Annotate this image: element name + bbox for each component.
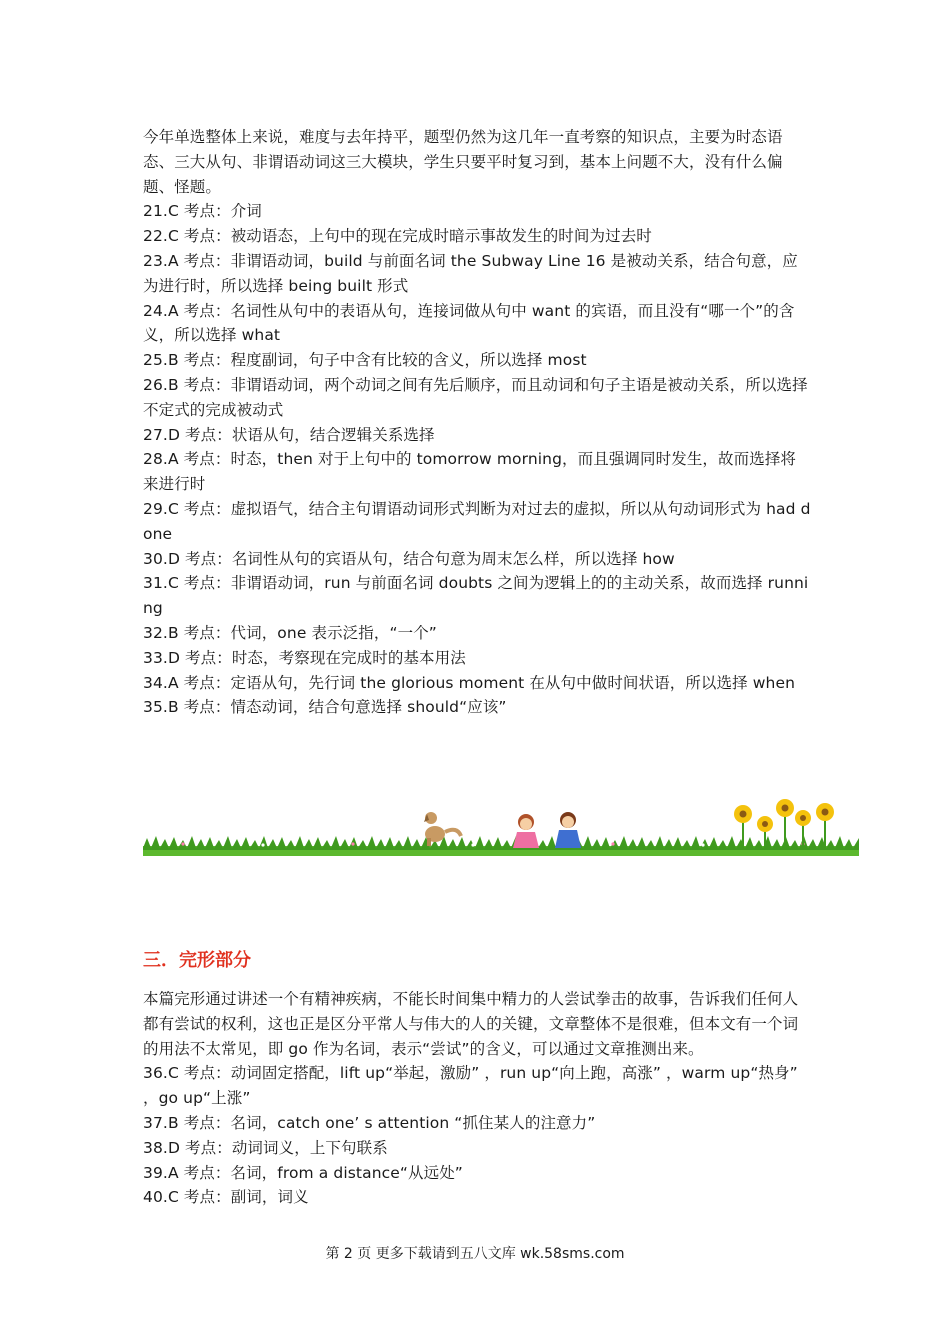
answer-analysis-single-choice: [143, 125, 811, 720]
cloze-intro-paragraph: 本篇完形通过讲述一个有精神疾病，不能长时间集中精力的人尝试拳击的故事，告诉我们任何人都有尝试的权利，这也正是区分平常人与伟大的人的关键，文章整体不是很难，但本文有一个词的用法不太常见，即 go 作为名词，表示“尝试”的含义，可以通过文章推测出来。: [143, 990, 799, 1058]
answer-item-22: 22.C 考点：被动语态，上句中的现在完成时暗示事故发生的时间为过去时: [143, 227, 652, 246]
answer-item-31: 31.C 考点：非谓语动词，run 与前面名词 doubts 之间为逻辑上的的主动关系，故而选择 running: [143, 574, 809, 618]
grass-blades: [143, 836, 859, 850]
answer-item-30: 30.D 考点：名词性从句的宾语从句，结合句意为周末怎么样，所以选择 how: [143, 549, 675, 568]
answer-item-28: 28.A 考点：时态，then 对于上句中的 tomorrow morning，而且强调同时发生，故而选择将来进行时: [143, 450, 797, 494]
girl-illustration: [513, 814, 539, 848]
intro-paragraph: 今年单选整体上来说，难度与去年持平，题型仍然为这几年一直考察的知识点，主要为时态语态、三大从句、非谓语动词这三大模块，学生只要平时复习到，基本上问题不大，没有什么偏题、怪题。: [143, 128, 783, 196]
answer-item-27: 27.D 考点：状语从句，结合逻辑关系选择: [143, 425, 435, 444]
answer-item-25: 25.B 考点：程度副词，句子中含有比较的含义，所以选择 most: [143, 351, 587, 370]
answer-item-33: 33.D 考点：时态，考察现在完成时的基本用法: [143, 648, 466, 667]
answer-item-34: 34.A 考点：定语从句，先行词 the glorious moment 在从句中做时间状语，所以选择 when: [143, 673, 796, 692]
answer-item-23: 23.A 考点：非谓语动词，build 与前面名词 the Subway Line 16 是被动关系，结合句意，应为进行时，所以选择 being built 形式: [143, 251, 798, 295]
section-title-cloze: 三．完形部分: [143, 950, 251, 971]
answer-item-36: 36.C 考点：动词固定搭配，lift up“举起，激励” ，run up“向上跑，高涨” ，warm up“热身” ，go up“上涨”: [143, 1064, 798, 1108]
answer-item-29: 29.C 考点：虚拟语气，结合主句谓语动词形式判断为对过去的虚拟，所以从句动词形式为 had done: [143, 499, 811, 543]
boy-illustration: [555, 812, 581, 848]
answer-item-35: 35.B 考点：情态动词，结合句意选择 should“应该”: [143, 698, 507, 717]
page-footer: 第 2 页 更多下载请到五八文库 wk.58sms.com: [325, 1246, 625, 1262]
answer-item-21: 21.C 考点：介词: [143, 202, 262, 221]
answer-analysis-cloze: [143, 987, 811, 1210]
answer-item-32: 32.B 考点：代词，one 表示泛指，“一个”: [143, 623, 437, 642]
answer-item-24: 24.A 考点：名词性从句中的表语从句，连接词做从句中 want 的宾语，而且没有“哪一个”的含义，所以选择 what: [143, 301, 795, 345]
answer-item-39: 39.A 考点：名词，from a distance“从远处”: [143, 1163, 463, 1182]
answer-item-26: 26.B 考点：非谓语动词，两个动词之间有先后顺序，而且动词和句子主语是被动关系，所以选择不定式的完成被动式: [143, 375, 808, 419]
answer-item-40: 40.C 考点：副词，词义: [143, 1188, 309, 1207]
answer-item-37: 37.B 考点：名词，catch one’ s attention “抓住某人的注意力”: [143, 1113, 596, 1132]
answer-item-38: 38.D 考点：动词词义，上下句联系: [143, 1138, 388, 1157]
grass-divider-illustration: [143, 792, 859, 862]
